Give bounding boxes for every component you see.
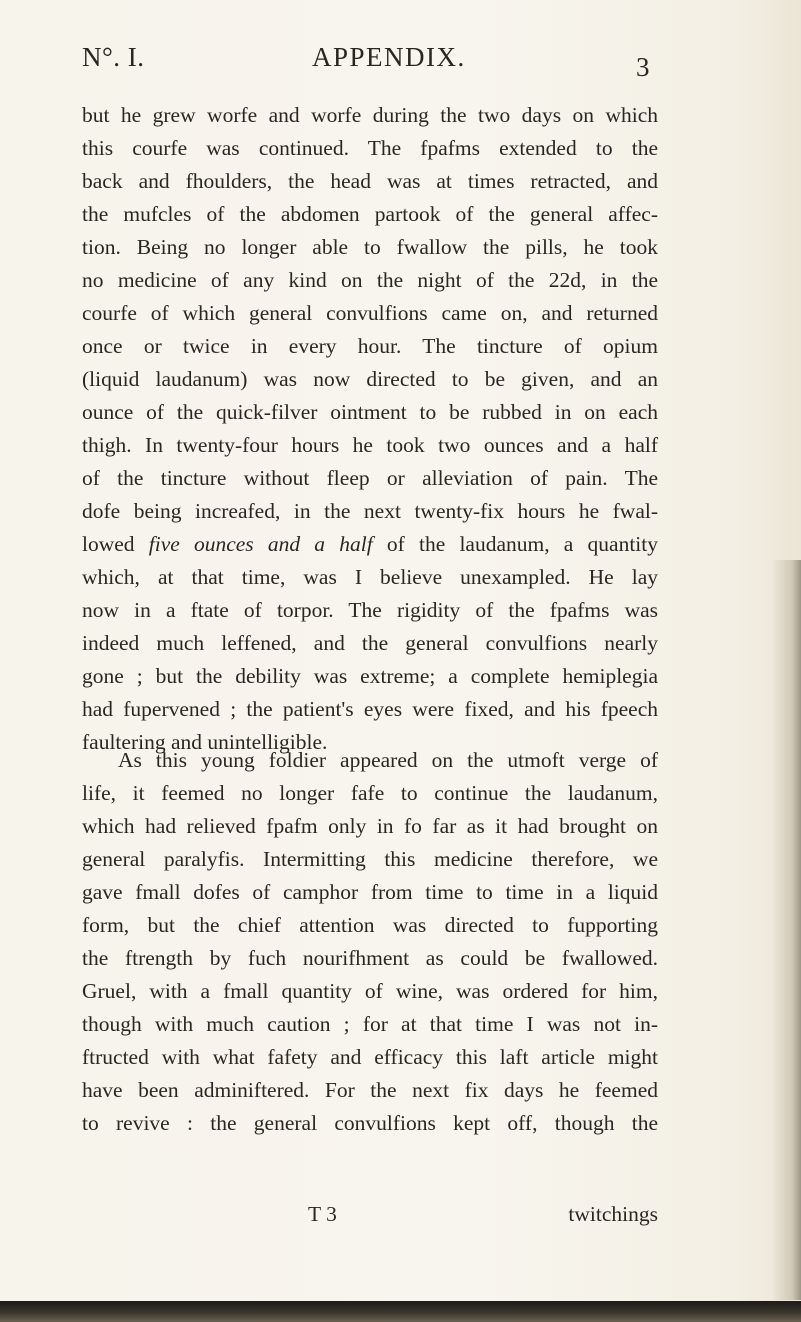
italic-emphasis: five ounces and a half bbox=[148, 532, 373, 556]
running-header bbox=[82, 28, 662, 88]
text-line: faultering and unintelligible. bbox=[82, 730, 328, 754]
text-line: have been adminiftered. For the next fix days he feemed bbox=[82, 1078, 658, 1102]
catchword: twitchings bbox=[568, 1202, 658, 1226]
text-line: but he grew worfe and worfe during the two days on which bbox=[82, 103, 658, 127]
text-line: Gruel, with a fmall quantity of wine, was ordered for him, bbox=[82, 979, 658, 1003]
text-line: of the tincture without fleep or alleviation of pain. The bbox=[82, 466, 658, 490]
text-line: back and fhoulders, the head was at times retracted, and bbox=[82, 169, 658, 193]
text-line: the ftrength by fuch nourifhment as could be fwallowed. bbox=[82, 946, 658, 970]
text-line: indeed much leffened, and the general convulfions nearly bbox=[82, 631, 658, 655]
text-line: lowed five ounces and a half of the laudanum, a quantity bbox=[82, 532, 659, 556]
text-line: tion. Being no longer able to fwallow the pills, he took bbox=[82, 235, 658, 259]
page-footer bbox=[82, 1202, 658, 1232]
page-number: 3 bbox=[636, 52, 650, 82]
text-line: now in a ftate of torpor. The rigidity of the fpafms was bbox=[82, 598, 658, 622]
text-line: gave fmall dofes of camphor from time to time in a liquid bbox=[82, 880, 658, 904]
text-line: (liquid laudanum) was now directed to be given, and an bbox=[82, 367, 658, 391]
text-line: general paralyfis. Intermitting this medicine therefore, we bbox=[82, 847, 658, 871]
text-line: the mufcles of the abdomen partook of the general affec- bbox=[82, 202, 658, 226]
text-line: had fupervened ; the patient's eyes were fixed, and his fpeech bbox=[82, 697, 658, 721]
signature-mark: T 3 bbox=[308, 1202, 337, 1226]
text-line: which, at that time, was I believe unexampled. He lay bbox=[82, 565, 658, 589]
appendix-number: N°. I. bbox=[82, 42, 145, 72]
text-line: which had relieved fpafm only in fo far as it had brought on bbox=[82, 814, 658, 838]
text-line: thigh. In twenty-four hours he took two ounces and a half bbox=[82, 433, 658, 457]
text-line: courfe of which general convulfions came on, and returned bbox=[82, 301, 658, 325]
text-line: once or twice in every hour. The tincture of opium bbox=[82, 334, 658, 358]
text-line: dofe being increafed, in the next twenty-fix hours he fwal- bbox=[82, 499, 658, 523]
paragraph-treatment bbox=[82, 744, 658, 1140]
text-line: As this young foldier appeared on the utmoft verge of bbox=[118, 748, 658, 772]
page-bottom-edge bbox=[0, 1301, 801, 1322]
running-title: APPENDIX. bbox=[312, 42, 466, 72]
paragraph-case-progress bbox=[82, 99, 658, 759]
text-line: no medicine of any kind on the night of the 22d, in the bbox=[82, 268, 658, 292]
text-line: gone ; but the debility was extreme; a complete hemiplegia bbox=[82, 664, 658, 688]
text-line: ounce of the quick-filver ointment to be rubbed in on each bbox=[82, 400, 658, 424]
text-line: form, but the chief attention was directed to fupporting bbox=[82, 913, 658, 937]
text-line: though with much caution ; for at that time I was not in- bbox=[82, 1012, 658, 1036]
text-line: this courfe was continued. The fpafms extended to the bbox=[82, 136, 658, 160]
text-line: to revive : the general convulfions kept off, though the bbox=[82, 1111, 658, 1135]
page-edge-shadow bbox=[771, 560, 801, 1300]
text-line: life, it feemed no longer fafe to continue the laudanum, bbox=[82, 781, 658, 805]
text-line: ftructed with what fafety and efficacy this laft article might bbox=[82, 1045, 658, 1069]
